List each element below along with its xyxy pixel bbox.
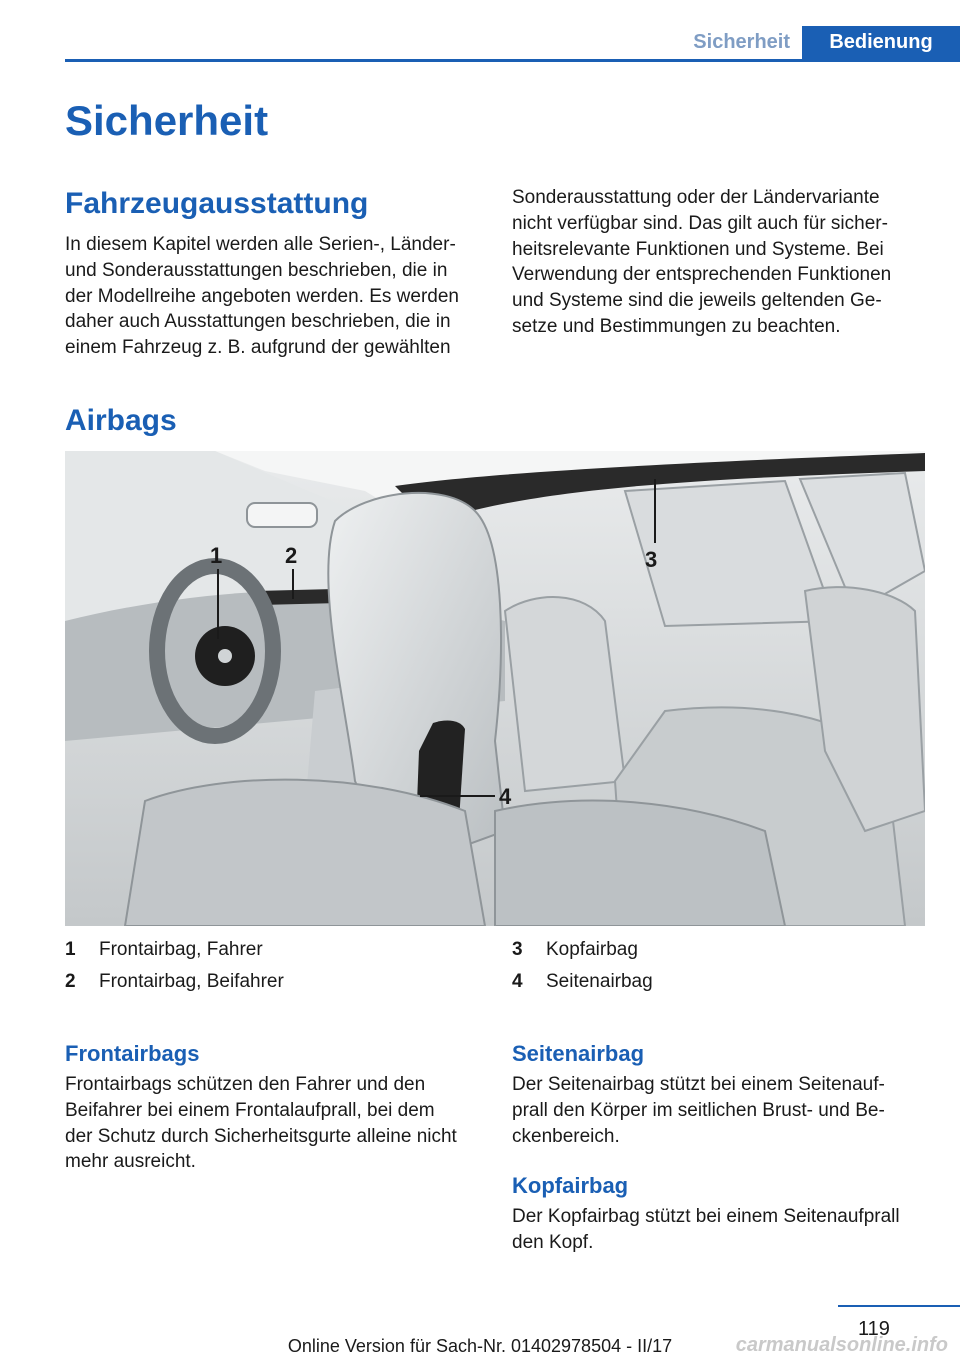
text-line: einem Fahrzeug z. B. aufgrund der gewählten — [65, 337, 451, 359]
text-line: Verwendung der entsprechenden Funktionen — [512, 264, 892, 286]
paragraph-frontairbags — [65, 1072, 495, 1175]
heading-airbags: Airbags — [65, 404, 177, 437]
text-line: der Modellreihe angeboten werden. Es werden — [65, 285, 459, 307]
legend-number: 1 — [65, 939, 76, 960]
tab-sicherheit[interactable]: Sicherheit — [693, 31, 790, 53]
text-line: heitsrelevante Funktionen und Systeme. Bei — [512, 238, 884, 260]
legend-text: Frontairbag, Beifahrer — [99, 971, 284, 992]
heading-kopfairbag: Kopfairbag — [512, 1173, 629, 1198]
heading-fahrzeugausstattung: Fahrzeugausstattung — [65, 187, 369, 220]
watermark-logo: carmanualsonline.info — [735, 1334, 948, 1356]
airbag-illustration — [65, 451, 925, 926]
callout-2: 2 — [285, 543, 298, 568]
legend-number: 3 — [512, 939, 523, 960]
heading-frontairbags: Frontairbags — [65, 1041, 200, 1066]
text-line: der Schutz durch Sicherheitsgurte alleine nicht — [65, 1125, 457, 1147]
legend-text: Seitenairbag — [546, 971, 653, 992]
legend-text: Frontairbag, Fahrer — [99, 939, 263, 960]
text-line: und Sonderausstattungen beschrieben, die in — [65, 259, 448, 281]
text-line: Frontairbags schützen den Fahrer und den — [65, 1074, 426, 1095]
text-line: ckenbereich. — [512, 1125, 620, 1147]
header-rule — [65, 59, 960, 62]
legend-text: Kopfairbag — [546, 939, 638, 960]
callout-1: 1 — [210, 543, 223, 568]
text-line: daher auch Ausstattungen beschrieben, die in — [65, 311, 451, 333]
paragraph-fahrzeugausstattung-right — [512, 185, 932, 340]
text-line: Der Kopfairbag stützt bei einem Seitenaufprall — [512, 1206, 900, 1227]
text-line: den Kopf. — [512, 1231, 594, 1253]
text-line: prall den Körper im seitlichen Brust- und Be- — [512, 1099, 885, 1121]
text-line: Beifahrer bei einem Frontalaufprall, bei dem — [65, 1099, 435, 1121]
text-line: In diesem Kapitel werden alle Serien-, Länder- — [65, 234, 456, 255]
page-title: Sicherheit — [65, 97, 269, 144]
paragraph-kopfairbag — [512, 1204, 942, 1256]
text-line: Der Seitenairbag stützt bei einem Seitenauf- — [512, 1074, 885, 1095]
text-line: setze und Bestimmungen zu beachten. — [512, 315, 841, 337]
legend-number: 4 — [512, 971, 523, 992]
footer-version-note: Online Version für Sach-Nr. 01402978504 - II/17 — [287, 1336, 673, 1356]
page-header — [65, 0, 960, 62]
car-interior-drawing — [65, 451, 925, 926]
text-line: Sonderausstattung oder der Ländervariante — [512, 187, 880, 208]
callout-4: 4 — [499, 784, 512, 809]
tab-bedienung[interactable]: Bedienung — [802, 26, 960, 59]
paragraph-seitenairbag — [512, 1072, 942, 1149]
text-line: und Systeme sind die jeweils geltenden Ge- — [512, 290, 882, 312]
text-line: nicht verfügbar sind. Das gilt auch für sicher- — [512, 212, 888, 234]
callout-3: 3 — [645, 547, 658, 572]
paragraph-fahrzeugausstattung-left — [65, 232, 485, 361]
footer-rule — [838, 1305, 960, 1307]
page-number: 119 — [858, 1318, 890, 1340]
text-line: mehr ausreicht. — [65, 1151, 196, 1173]
legend-number: 2 — [65, 971, 76, 992]
heading-seitenairbag: Seitenairbag — [512, 1041, 645, 1066]
